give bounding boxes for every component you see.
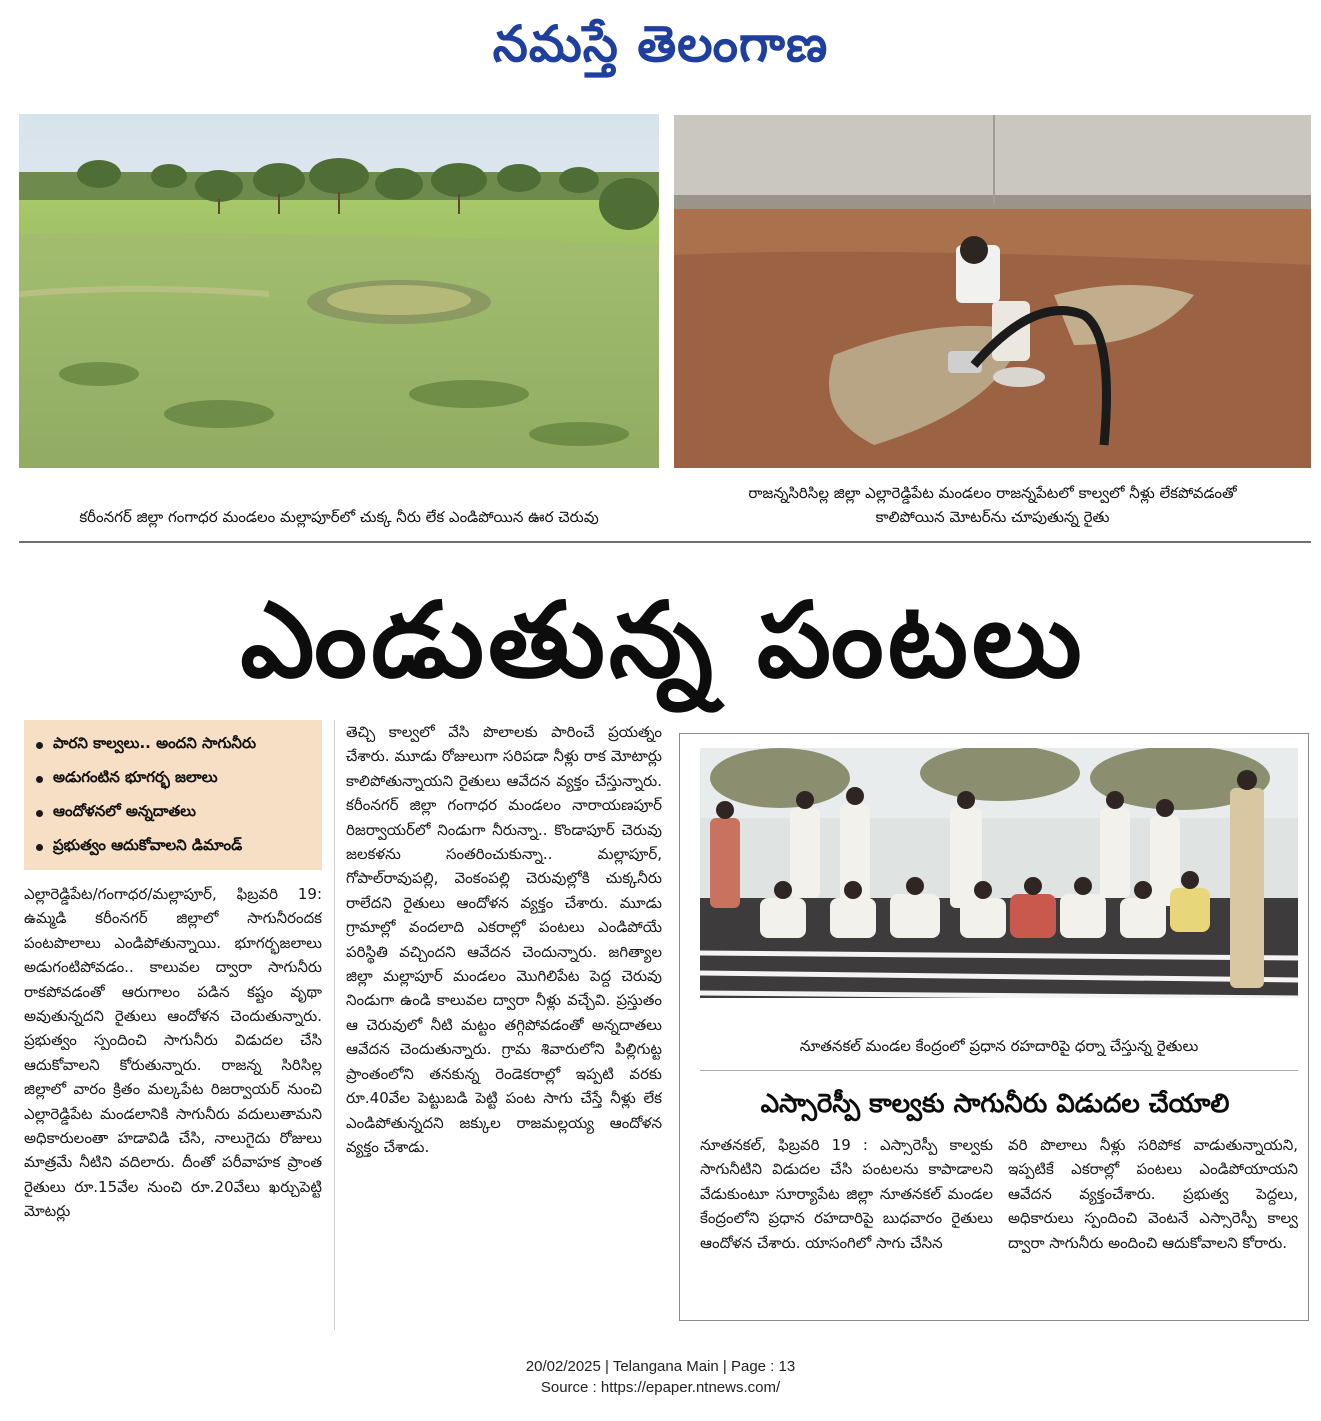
caption-protest-text: నూతనకల్ మండల కేంద్రంలో ప్రధాన రహదారిపై ధర్నా చేస్తున్న రైతులు [799, 1037, 1199, 1055]
highlight-item [32, 728, 314, 762]
masthead [0, 8, 1321, 80]
highlight-text: పారని కాల్వలు.. అందని సాగునీరు [53, 734, 257, 752]
sub-story-column-2 [1008, 1133, 1298, 1318]
photo-protest [700, 748, 1298, 998]
bullet-icon [36, 810, 43, 817]
highlight-text: ఆందోళనలో అన్నదాతలు [53, 802, 196, 820]
sub-story-column-1 [700, 1133, 993, 1318]
article-column-2 [346, 720, 662, 1330]
main-headline: ఎండుతున్న పంటలు [240, 579, 1086, 701]
article-col1-text: ఎల్లారెడ్డిపేట/గంగాధర/మల్లాపూర్, ఫిబ్రవరి 19: ఉమ్మడి కరీంనగర్ జిల్లాలో సాగునీరందక పంటపొలాలు ఎండిపోతున్నాయి. భూగర్భజలాలు అడుగంటిపోవడం.. కాలువల ద్వారా సాగునీరు రాకపోవడంతో ఆరుగాలం పడిన కష్టం వృథా అవుతున్నదని రైతులు ఆందోళన చెందుతున్నారు. ప్రభుత్వం స్పందించి సాగునీరు విడుదల చేసి ఆదుకోవాలని కోరుతున్నారు. రాజన్న సిరిసిల్ల జిల్లాలో వారం క్రితం మల్కపేట రిజర్వాయర్ నుంచి ఎల్లారెడ్డిపేట మండలానికి సాగునీరు వదులుతామని అధికారులంతా హడావిడి చేసి, నాలుగైదు రోజులు మాత్రమే నీటిని వదిలారు. దీంతో పరీవాహక ప్రాంత రైతులు రూ.15వేల నుంచి రూ.20వేలు ఖర్చుపెట్టి మోటర్లు [24, 885, 322, 1221]
photo-burnt-motor [674, 115, 1311, 468]
caption-burnt-motor-line2: కాలిపోయిన మోటర్‌ను చూపుతున్న రైతు [875, 508, 1110, 526]
highlights-box [24, 720, 322, 870]
highlight-text: అడుగంటిన భూగర్భ జలాలు [53, 768, 218, 786]
article-col2-text: తెచ్చి కాల్వలో వేసి పొలాలకు పారించే ప్రయత్నం చేశారు. మూడు రోజులుగా సరిపడా నీళ్లు రాక మోటార్లు కాలిపోతున్నాయని రైతులు ఆవేదన వ్యక్తం చేస్తున్నారు. కరీంనగర్ జిల్లా గంగాధర మండలం నారాయణపూర్ రిజర్వాయర్‌లో నిండుగా నీరున్నా.. కొండాపూర్ చెరువు జలకళను సంతరించుకున్నా.. మల్లాపూర్, గోపాల్‌రావుపల్లి, వెంకంపల్లి చెరువుల్లోకి చుక్కనీరు రాలేదని రైతులు ఆందోళన వ్యక్తం చేశారు. మూడు గ్రామాల్లో వందలాది ఎకరాల్లో పంటలు ఎండిపోయే పరిస్థితి వచ్చిందని ఆవేదన చెందున్నారు. జగిత్యాల జిల్లా మల్లాపూర్ మండలం మొగిలిపేట పెద్ద చెరువు నిండుగా ఉండి కాలువల ద్వారా నీళ్లు వచ్చేవి. ప్రస్తుతం ఆ చెరువులో నీటి మట్టం తగ్గిపోవడంతో అన్నదాతలు ఆవేదన చెందుతున్నారు. గ్రామ శివారులోని పిల్లిగుట్ట ప్రాంతంలోని తనకున్న రెండెకరాల్లో ఇప్పటి వరకు రూ.40వేల పెట్టుబడి పెట్టి పంట సాగు చేస్తే నీళ్లు లేక ఎండిపోతున్నదని జక్కుల రాజమల్లయ్య ఆందోళన వ్యక్తం చేశాడు. [346, 723, 662, 1156]
caption-protest [700, 1034, 1298, 1058]
footer-edition-info: 20/02/2025 | Telangana Main | Page : 13 [525, 1358, 796, 1375]
highlight-text: ప్రభుత్వం ఆదుకోవాలని డిమాండ్ [53, 836, 243, 854]
bullet-icon [36, 844, 43, 851]
caption-dried-tank-text: కరీంనగర్ జిల్లా గంగాధర మండలం మల్లాపూర్‌లో చుక్క నీరు లేక ఎండిపోయిన ఊర చెరువు [79, 508, 599, 526]
caption-dried-tank [19, 505, 659, 529]
article-column-1 [24, 882, 322, 1330]
caption-burnt-motor [674, 481, 1311, 529]
masthead-title: నమస్తే తెలంగాణ [492, 14, 829, 73]
sub-story-headline: ఎస్సారెస్పీ కాల్వకు సాగునీరు విడుదల చేయాలి [760, 1089, 1230, 1119]
sub-story-col1-text: నూతనకల్, ఫిబ్రవరి 19 : ఎస్సారెస్పీ కాల్వకు సాగునీటిని విడుదల చేసి పంటలను కాపాడాలని వేడుకుంటూ సూర్యాపేట జిల్లా నూతనకల్ మండల కేంద్రంలోని ప్రధాన రహదారిపై బుధవారం రైతులు ఆందోళన చేశారు. యాసంగిలో సాగు చేసిన [700, 1136, 993, 1252]
footer-source-link[interactable]: Source : https://epaper.ntnews.com/ [540, 1379, 781, 1396]
caption-burnt-motor-line1: రాజన్నసిరిసిల్ల జిల్లా ఎల్లారెడ్డిపేట మండలం రాజన్నపేటలో కాల్వలో నీళ్లు లేకపోవడంతో [748, 484, 1237, 502]
sub-story-col2-text: వరి పొలాలు నీళ్లు సరిపోక వాడుతున్నాయని, ఇప్పటికే ఎకరాల్లో పంటలు ఎండిపోయాయని ఆవేదన వ్యక్తంచేశారు. ప్రభుత్వ పెద్దలు, అధికారులు స్పందించి వెంటనే ఎస్సారెస్పీ కాల్వ ద్వారా సాగునీరు అందించి ఆదుకోవాలని కోరారు. [1008, 1136, 1298, 1252]
highlight-item [32, 796, 314, 830]
bullet-icon [36, 776, 43, 783]
highlight-item [32, 830, 314, 864]
photo-dried-tank [19, 114, 659, 468]
highlight-item [32, 762, 314, 796]
sub-story-rule [700, 1070, 1298, 1071]
bullet-icon [36, 742, 43, 749]
column-divider [334, 720, 335, 1330]
divider-rule [19, 541, 1311, 543]
page-footer [0, 1356, 1321, 1398]
